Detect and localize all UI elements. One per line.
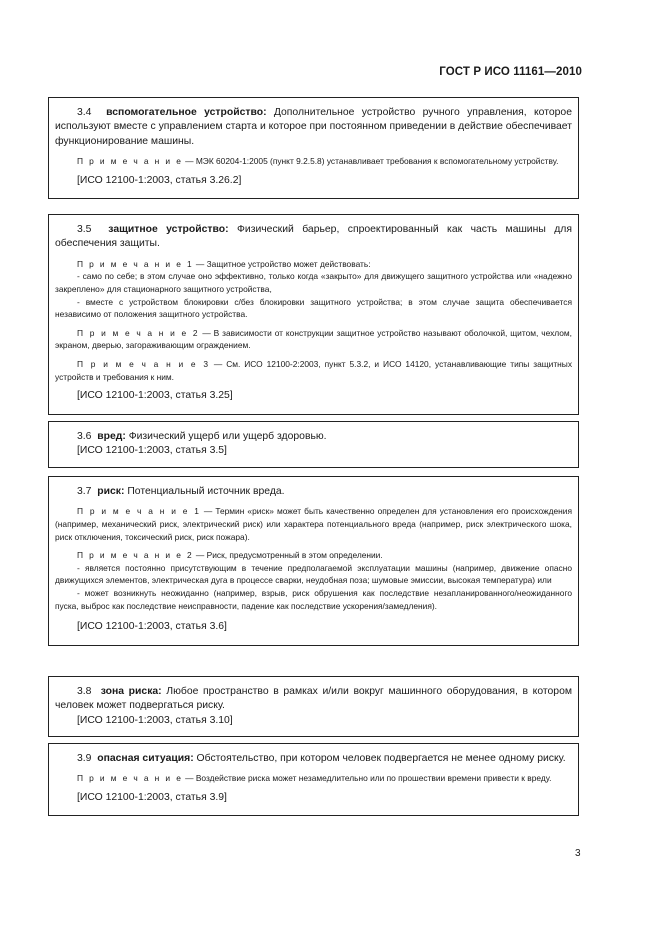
list-item: - само по себе; в этом случае оно эффективно, только когда «закрыто» для движущего защитного устройства или «надежно закреплено» для стационарного защитного устройства,	[55, 271, 572, 294]
term: зона риска:	[100, 686, 162, 697]
term: опасная ситуация:	[97, 753, 194, 764]
note-1: П р и м е ч а н и е 1 — Защитное устройство может действовать:	[77, 258, 371, 269]
section-3-5	[48, 214, 579, 415]
note-3: П р и м е ч а н и е 3 — См. ИСО 12100-2:2003, пункт 5.3.2, и ИСО 14120, устанавливающие типы защитных устройств и требования к ним.	[55, 358, 573, 382]
reference: [ИСО 12100-1:2003, статья 3.26.2]	[77, 174, 242, 186]
reference: [ИСО 12100-1:2003, статья 3.6]	[77, 621, 227, 633]
definition-3-5: 3.5 защитное устройство: Физический барьер, спроектированный как часть машины для обеспечения защиты.	[55, 224, 572, 250]
list-item: - является постоянно присутствующим в течение предполагаемой эксплуатации машины (например, движение опасно движущихся элементов, электрическая дуга в процессе сварки, неудобная поза; шумовые эмиссии, высокая температура) или	[55, 562, 572, 586]
document-header: ГОСТ Р ИСО 11161—2010	[439, 66, 582, 78]
definition-3-6: 3.6 вред: Физический ущерб или ущерб здоровью.	[77, 431, 327, 442]
list-item: - может возникнуть неожиданно (например, взрыв, риск обрушения как последствие незапланированного/неожиданного пуска, выброс как последствие неисправности, падение как последствие ускорения/замедления).	[55, 587, 572, 611]
definition-3-8: 3.8 зона риска: Любое пространство в рамках и/или вокруг машинного оборудования, в котором человек может подвергаться риску.	[55, 686, 573, 712]
reference: [ИСО 12100-1:2003, статья 3.25]	[77, 390, 233, 402]
reference: [ИСО 12100-1:2003, статья 3.9]	[77, 792, 227, 803]
definition-3-9: 3.9 опасная ситуация: Обстоятельство, при котором человек подвергается не менее одному риску.	[77, 753, 566, 764]
term: вред:	[97, 431, 126, 442]
note-1: П р и м е ч а н и е 1 — Термин «риск» может быть качественно определен для установления его происхождения (например, механический риск, электрический риск) или характера потенциального вреда (например, риск электрического шока, риск отключения, токсический риск, риск пожара).	[55, 506, 572, 542]
section-3-6	[48, 421, 579, 468]
list-item: - вместе с устройством блокировки с/без блокировки защитного устройства; в этом случае защита обеспечивается независимо от положения защитного устройства.	[55, 296, 572, 320]
note-2: П р и м е ч а н и е 2 — В зависимости от конструкции защитное устройство называют оболочкой, щитом, чехлом, экраном, дверью, загораживающим ограждением.	[55, 327, 572, 351]
section-3-8	[48, 676, 579, 737]
definition-3-7: 3.7 риск: Потенциальный источник вреда.	[77, 486, 285, 497]
term: риск:	[97, 486, 125, 497]
term: вспомогательное устройство:	[106, 107, 267, 118]
definition-3-4: 3.4 вспомогательное устройство: Дополнительное устройство ручного управления, которое используют вместе с управлением старта и которое при постоянном приведении в действие обеспечивает функционирование машины.	[55, 107, 572, 147]
page-number: 3	[575, 848, 581, 859]
note: П р и м е ч а н и е — Воздействие риска может незамедлительно или по прошествии времени привести к вреду.	[77, 773, 552, 784]
section-3-7	[48, 476, 579, 646]
note-2: П р и м е ч а н и е 2 — Риск, предусмотренный в этом определении.	[77, 550, 383, 561]
section-3-9	[48, 743, 579, 816]
term: защитное устройство:	[108, 224, 229, 235]
reference: [ИСО 12100-1:2003, статья 3.5]	[77, 445, 227, 457]
section-3-4	[48, 97, 579, 199]
reference: [ИСО 12100-1:2003, статья 3.10]	[77, 714, 233, 726]
note: П р и м е ч а н и е — МЭК 60204-1:2005 (пункт 9.2.5.8) устанавливает требования к вспомогательному устройству.	[77, 156, 559, 167]
